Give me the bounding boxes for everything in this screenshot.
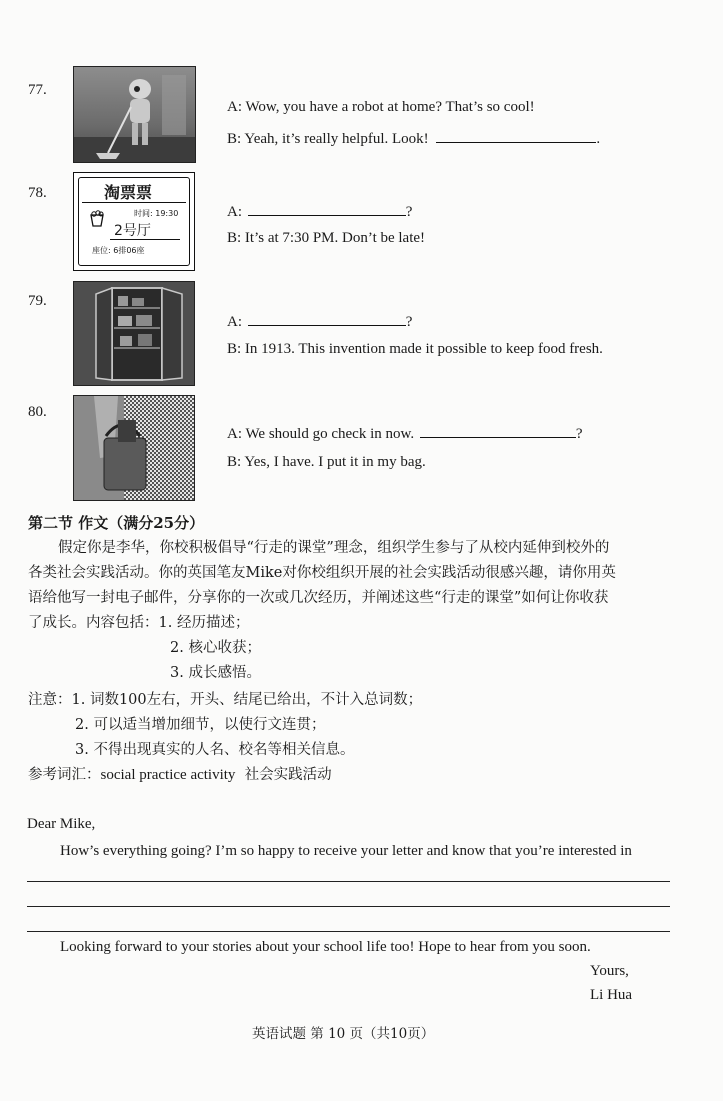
dialog-80-a-text: A: We should go check in now. — [227, 426, 415, 442]
writing-line-2[interactable] — [27, 906, 670, 907]
popcorn-icon — [88, 209, 106, 232]
reference-vocab — [28, 762, 332, 788]
letter-opening: How’s everything going? I’m so happy to receive your letter and know that you’re interested in — [60, 843, 632, 859]
dialog-80-a — [227, 423, 583, 443]
dialog-77-a: A: Wow, you have a robot at home? That’s so cool! — [227, 99, 535, 115]
dialog-78-a — [227, 201, 412, 221]
letter-signature: Li Hua — [590, 987, 633, 1003]
letter-signoff: Yours, — [590, 963, 629, 979]
task-para-line-4: 了成长。内容包括：1. 经历描述； — [28, 615, 250, 631]
writing-line-3[interactable] — [27, 931, 670, 932]
ticket-title: 淘票票 — [104, 183, 153, 202]
reference-label: 参考词汇： — [28, 767, 101, 783]
dialog-78-a-end: ? — [405, 204, 413, 220]
ticket-hall: 2号厅 — [114, 223, 151, 239]
question-number-79: 79. — [28, 293, 47, 309]
letter-closing: Looking forward to your stories about your school life too! Hope to hear from you soon. — [60, 939, 591, 955]
dialog-77-b-text: B: Yeah, it’s really helpful. Look! — [227, 131, 429, 147]
note-3: 3. 不得出现真实的人名、校名等相关信息。 — [75, 742, 355, 758]
question-number-78: 78. — [28, 185, 47, 201]
answer-blank-80[interactable] — [420, 423, 576, 438]
dialog-79-a-label: A: — [227, 314, 242, 330]
question-number-77: 77. — [28, 82, 47, 98]
answer-blank-78[interactable] — [248, 201, 406, 216]
dialog-78-b: B: It’s at 7:30 PM. Don’t be late! — [227, 230, 426, 246]
answer-blank-77[interactable] — [436, 128, 596, 143]
dialog-79-b: B: In 1913. This invention made it possible to keep food fresh. — [227, 341, 603, 357]
letter-salutation: Dear Mike, — [27, 816, 96, 832]
reference-chinese: 社会实践活动 — [244, 767, 332, 783]
task-item-3: 3. 成长感悟。 — [170, 665, 261, 681]
dialog-80-a-end: ? — [575, 426, 583, 442]
dialog-79-a — [227, 311, 412, 331]
writing-line-1[interactable] — [27, 881, 670, 882]
movie-ticket-image — [73, 172, 195, 271]
robot-sweeping-photo — [73, 66, 196, 163]
ticket-seat: 座位: 6排06座 — [92, 246, 145, 255]
dialog-77-b — [227, 128, 600, 148]
dialog-78-a-label: A: — [227, 204, 242, 220]
task-para-line-1: 假定你是李华，你校积极倡导“行走的课堂”理念，组织学生参与了从校内延伸到校外的 — [58, 540, 610, 556]
note-1: 注意：1. 词数100左右，开头、结尾已给出，不计入总词数； — [28, 692, 423, 708]
dialog-80-b: B: Yes, I have. I put it in my bag. — [227, 454, 426, 470]
refrigerator-photo — [73, 281, 195, 386]
note-2: 2. 可以适当增加细节，以使行文连贯； — [75, 717, 326, 733]
dialog-79-a-end: ? — [405, 314, 413, 330]
task-para-line-3: 语给他写一封电子邮件，分享你的一次或几次经历，并阐述这些“行走的课堂”如何让你收获 — [28, 590, 609, 606]
ticket-time: 时间: 19:30 — [134, 209, 179, 218]
question-number-80: 80. — [28, 404, 47, 420]
page-footer: 英语试题 第 10 页（共10页） — [252, 1026, 435, 1042]
bag-passport-photo — [73, 395, 195, 501]
reference-english: social practice activity — [100, 767, 236, 783]
answer-blank-79[interactable] — [248, 311, 406, 326]
task-para-line-2: 各类社会实践活动。你的英国笔友Mike对你校组织开展的社会实践活动很感兴趣，请你用英 — [28, 565, 616, 581]
dialog-77-b-end: . — [596, 131, 601, 147]
task-item-2: 2. 核心收获； — [170, 640, 261, 656]
section-title: 第二节 作文（满分25分） — [28, 514, 205, 532]
